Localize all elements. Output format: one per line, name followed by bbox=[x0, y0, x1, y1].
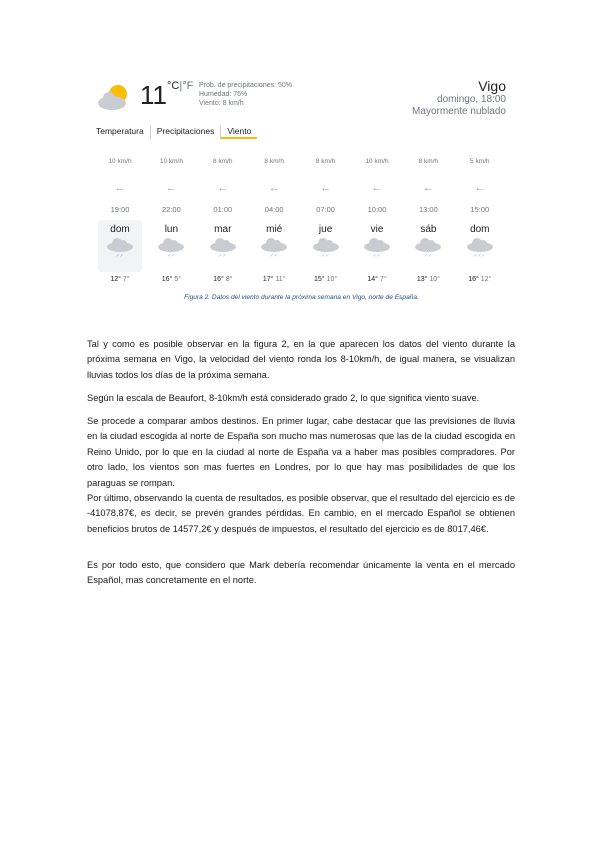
rain-icon: ⸝⸝ bbox=[115, 252, 124, 258]
forecast-time: 15:00 bbox=[470, 205, 490, 214]
temp-low: 5° bbox=[174, 276, 182, 283]
forecast-column bbox=[353, 158, 401, 283]
rain-icon: ⸝⸝ bbox=[321, 252, 330, 258]
forecast-time: 19:00 bbox=[110, 205, 130, 214]
unit-celsius[interactable]: °C bbox=[167, 80, 180, 92]
rain-icon: ⸝⸝ bbox=[218, 252, 227, 258]
figure-caption: Figura 2. Datos del viento durante la próxima semana en Vigo, norte de España. bbox=[184, 294, 419, 301]
tab-viento[interactable]: Viento bbox=[221, 126, 257, 139]
wind-speed: 10 km/h bbox=[159, 158, 183, 165]
arrow-left-icon: ← bbox=[268, 182, 280, 194]
day-name: vie bbox=[370, 224, 384, 235]
wind-speed: 8 km/h bbox=[213, 158, 233, 165]
temp-high: 12° bbox=[110, 276, 121, 283]
current-temperature: 11 bbox=[140, 80, 167, 110]
temp-high: 13° bbox=[416, 276, 428, 283]
day-temps bbox=[96, 276, 144, 283]
day-selector[interactable] bbox=[252, 220, 296, 272]
paragraph-3: Se procede a comparar ambos destinos. En primer lugar, cabe destacar que las previsiones de lluvia en la ciudad escogida al norte de España son mucho mas numerosas que las de la ciudad escogida en Reino Unido, por lo que en la ciudad al norte de España va a haber mas posibles compradores. Por otro lado, los vientos son mas fuertes en Londres, por lo que hay mas posibilidades de que los paraguas se rompan. bbox=[87, 416, 515, 488]
day-temps bbox=[404, 276, 452, 283]
forecast-column bbox=[404, 158, 452, 283]
day-temps bbox=[199, 276, 247, 283]
temp-high: 16° bbox=[213, 276, 224, 283]
forecast-time: 10:00 bbox=[367, 205, 387, 214]
day-temps bbox=[456, 276, 504, 283]
day-temps bbox=[353, 276, 401, 283]
location-info bbox=[412, 78, 506, 118]
arrow-left-icon: ← bbox=[217, 182, 229, 194]
wind-text: Viento: 8 km/h bbox=[199, 100, 244, 107]
arrow-left-icon: ← bbox=[320, 182, 332, 194]
rain-icon: ⸝⸝ bbox=[424, 252, 433, 258]
weather-details bbox=[199, 81, 292, 108]
wind-speed: 8 km/h bbox=[315, 158, 336, 165]
forecast-column bbox=[147, 158, 195, 283]
temp-high: 14° bbox=[367, 276, 378, 283]
tab-precipitaciones[interactable]: Precipitaciones bbox=[151, 126, 222, 139]
day-name: lun bbox=[164, 224, 179, 235]
partly-cloudy-icon bbox=[96, 82, 136, 112]
forecast-column bbox=[302, 158, 350, 283]
forecast-column bbox=[250, 158, 298, 283]
rain-icon: ⸝⸝ bbox=[372, 252, 381, 258]
arrow-left-icon: ← bbox=[371, 182, 383, 194]
forecast-column bbox=[456, 158, 504, 283]
arrow-left-icon: ← bbox=[422, 182, 434, 194]
wind-speed: 8 km/h bbox=[418, 158, 439, 165]
forecast-column bbox=[199, 158, 247, 283]
day-selector[interactable] bbox=[149, 220, 193, 272]
rain-icon: ⸝⸝ bbox=[167, 252, 176, 258]
temp-high: 15° bbox=[314, 276, 325, 283]
unit-toggle[interactable] bbox=[167, 80, 193, 92]
day-temps bbox=[147, 276, 195, 283]
rain-icon: ⸝⸝⸝ bbox=[473, 252, 486, 258]
forecast-columns bbox=[96, 158, 506, 288]
paragraph-1: Tal y como es posible observar en la figura 2, en la que aparecen los datos del viento durante la próxima semana en Vigo, la velocidad del viento ronda los 8-10km/h, de igual manera, se visualizan lluvias todos los días de la próxima semana. bbox=[87, 339, 515, 380]
paragraph-2: Según la escala de Beaufort, 8-10km/h está considerado grado 2, lo que significa viento suave. bbox=[87, 393, 480, 403]
forecast-time: 01:00 bbox=[213, 205, 233, 214]
wind-speed: 10 km/h bbox=[108, 158, 132, 165]
unit-fahrenheit[interactable]: °F bbox=[182, 80, 194, 92]
day-name: mar bbox=[214, 224, 232, 235]
forecast-time: 07:00 bbox=[316, 205, 335, 214]
wind-speed: 5 km/h bbox=[470, 158, 490, 165]
temp-low: 7° bbox=[122, 276, 130, 283]
day-name: jue bbox=[318, 224, 333, 235]
temp-low: 10° bbox=[429, 276, 440, 283]
temp-high: 16° bbox=[468, 276, 479, 283]
unit-separator: | bbox=[179, 80, 183, 92]
datetime: domingo, 18:00 bbox=[437, 94, 506, 105]
forecast-time: 22:00 bbox=[162, 205, 181, 214]
temp-high: 16° bbox=[161, 276, 173, 283]
wind-speed: 10 km/h bbox=[365, 158, 389, 165]
forecast-column bbox=[96, 158, 144, 283]
temp-low: 11° bbox=[275, 276, 286, 283]
day-temps bbox=[250, 276, 298, 283]
paragraph-4: Por último, observando la cuenta de resultados, es posible observar, que el resultado del ejercicio es de -41078,87€, es decir, se prevén grandes pérdidas. En cambio, en el mercado Español se obtienen beneficios brutos de 14577,2€ y después de impuestos, el resultado del ejercicio es de 8017,46€. bbox=[87, 493, 515, 534]
forecast-time: 13:00 bbox=[419, 205, 438, 214]
day-selector[interactable] bbox=[201, 220, 245, 272]
rain-icon: ⸝⸝ bbox=[270, 252, 279, 258]
temp-low: 12° bbox=[480, 276, 492, 283]
day-name: dom bbox=[470, 224, 490, 235]
precipitation-text: Prob. de precipitaciones: 50% bbox=[199, 82, 292, 89]
day-selector[interactable] bbox=[98, 220, 142, 272]
day-selector[interactable] bbox=[355, 220, 399, 272]
day-name: mié bbox=[266, 224, 283, 235]
temp-low: 10° bbox=[326, 276, 338, 283]
temp-high: 17° bbox=[262, 276, 274, 283]
tab-temperatura[interactable]: Temperatura bbox=[96, 126, 151, 139]
forecast-time: 04:00 bbox=[264, 205, 284, 214]
day-selector[interactable] bbox=[458, 220, 502, 272]
paragraph-5: Es por todo esto, que considero que Mark debería recomendar únicamente la venta en el mercado Español, mas concretamente en el norte. bbox=[87, 560, 515, 586]
humidity-text: Humedad: 76% bbox=[199, 91, 248, 98]
temp-low: 7° bbox=[379, 276, 387, 283]
day-temps bbox=[302, 276, 350, 283]
temp-low: 8° bbox=[225, 276, 233, 283]
weather-tabs bbox=[96, 126, 257, 139]
arrow-left-icon: ← bbox=[165, 182, 177, 194]
day-selector[interactable] bbox=[304, 220, 348, 272]
city-name: Vigo bbox=[478, 78, 506, 94]
day-selector[interactable] bbox=[406, 220, 450, 272]
day-name: dom bbox=[110, 224, 130, 235]
weather-widget bbox=[96, 74, 506, 290]
condition: Mayormente nublado bbox=[412, 106, 506, 117]
arrow-left-icon: ← bbox=[474, 182, 486, 194]
wind-speed: 8 km/h bbox=[264, 158, 284, 165]
arrow-left-icon: ← bbox=[114, 182, 126, 194]
day-name: sáb bbox=[420, 224, 437, 235]
